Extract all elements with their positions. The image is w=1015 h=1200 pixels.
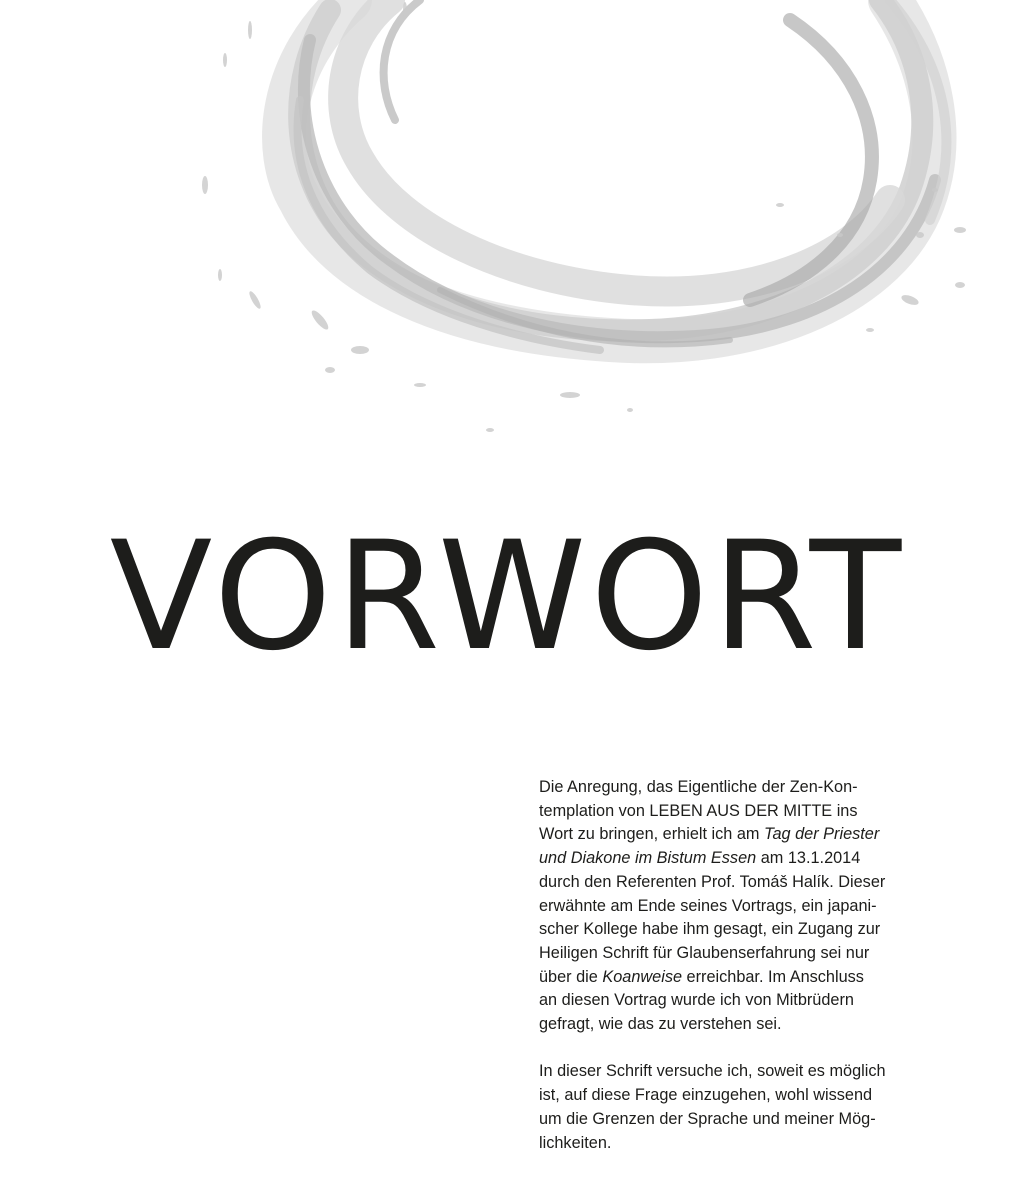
text-line bbox=[539, 776, 919, 800]
text-span: lichkeiten. bbox=[539, 1133, 612, 1152]
text-line bbox=[539, 1060, 919, 1084]
text-span: um die Grenzen der Sprache und meiner Mög- bbox=[539, 1109, 876, 1128]
text-line bbox=[539, 942, 919, 966]
page-title: VORWORT bbox=[109, 510, 906, 684]
text-span: durch den Referenten Prof. Tomáš Halík. Dieser bbox=[539, 872, 886, 891]
brush-circle-icon bbox=[190, 0, 990, 450]
text-span: Die Anregung, das Eigentliche der Zen-Kon- bbox=[539, 778, 858, 796]
text-span: scher Kollege habe ihm gesagt, ein Zugang zur bbox=[539, 920, 881, 939]
text-line bbox=[539, 1013, 919, 1037]
text-span: an diesen Vortrag wurde ich von Mitbrüdern bbox=[539, 991, 854, 1010]
text-span: erreichbar. Im Anschluss bbox=[682, 967, 864, 986]
text-span: am 13.1.2014 bbox=[756, 849, 861, 868]
text-span: gefragt, wie das zu verstehen sei. bbox=[539, 1015, 782, 1034]
text-line bbox=[539, 847, 919, 871]
italic-span: Koanweise bbox=[602, 967, 683, 986]
italic-span: und Diakone im Bistum Essen bbox=[539, 849, 757, 868]
text-line bbox=[539, 1132, 919, 1156]
text-span: über die bbox=[539, 967, 603, 986]
text-line bbox=[539, 895, 919, 919]
paragraph bbox=[539, 1060, 919, 1155]
text-line bbox=[539, 1084, 919, 1108]
text-line bbox=[539, 918, 919, 942]
text-line bbox=[539, 1108, 919, 1132]
text-span: Heiligen Schrift für Glaubenserfahrung sei nur bbox=[539, 943, 870, 962]
text-span: erwähnte am Ende seines Vortrags, ein japani- bbox=[539, 896, 877, 915]
italic-span: Tag der Priester bbox=[764, 825, 880, 844]
text-line bbox=[539, 989, 919, 1013]
text-line bbox=[539, 800, 919, 824]
paragraph bbox=[539, 776, 919, 1037]
text-line bbox=[539, 823, 919, 847]
text-span: templation von LEBEN AUS DER MITTE ins bbox=[539, 801, 858, 820]
text-span: ist, auf diese Frage einzugehen, wohl wissend bbox=[539, 1086, 873, 1105]
body-text bbox=[539, 776, 919, 1155]
text-line bbox=[539, 871, 919, 895]
text-span: In dieser Schrift versuche ich, soweit es möglich bbox=[539, 1062, 886, 1081]
text-line bbox=[539, 966, 919, 990]
text-span: Wort zu bringen, erhielt ich am bbox=[539, 825, 765, 844]
